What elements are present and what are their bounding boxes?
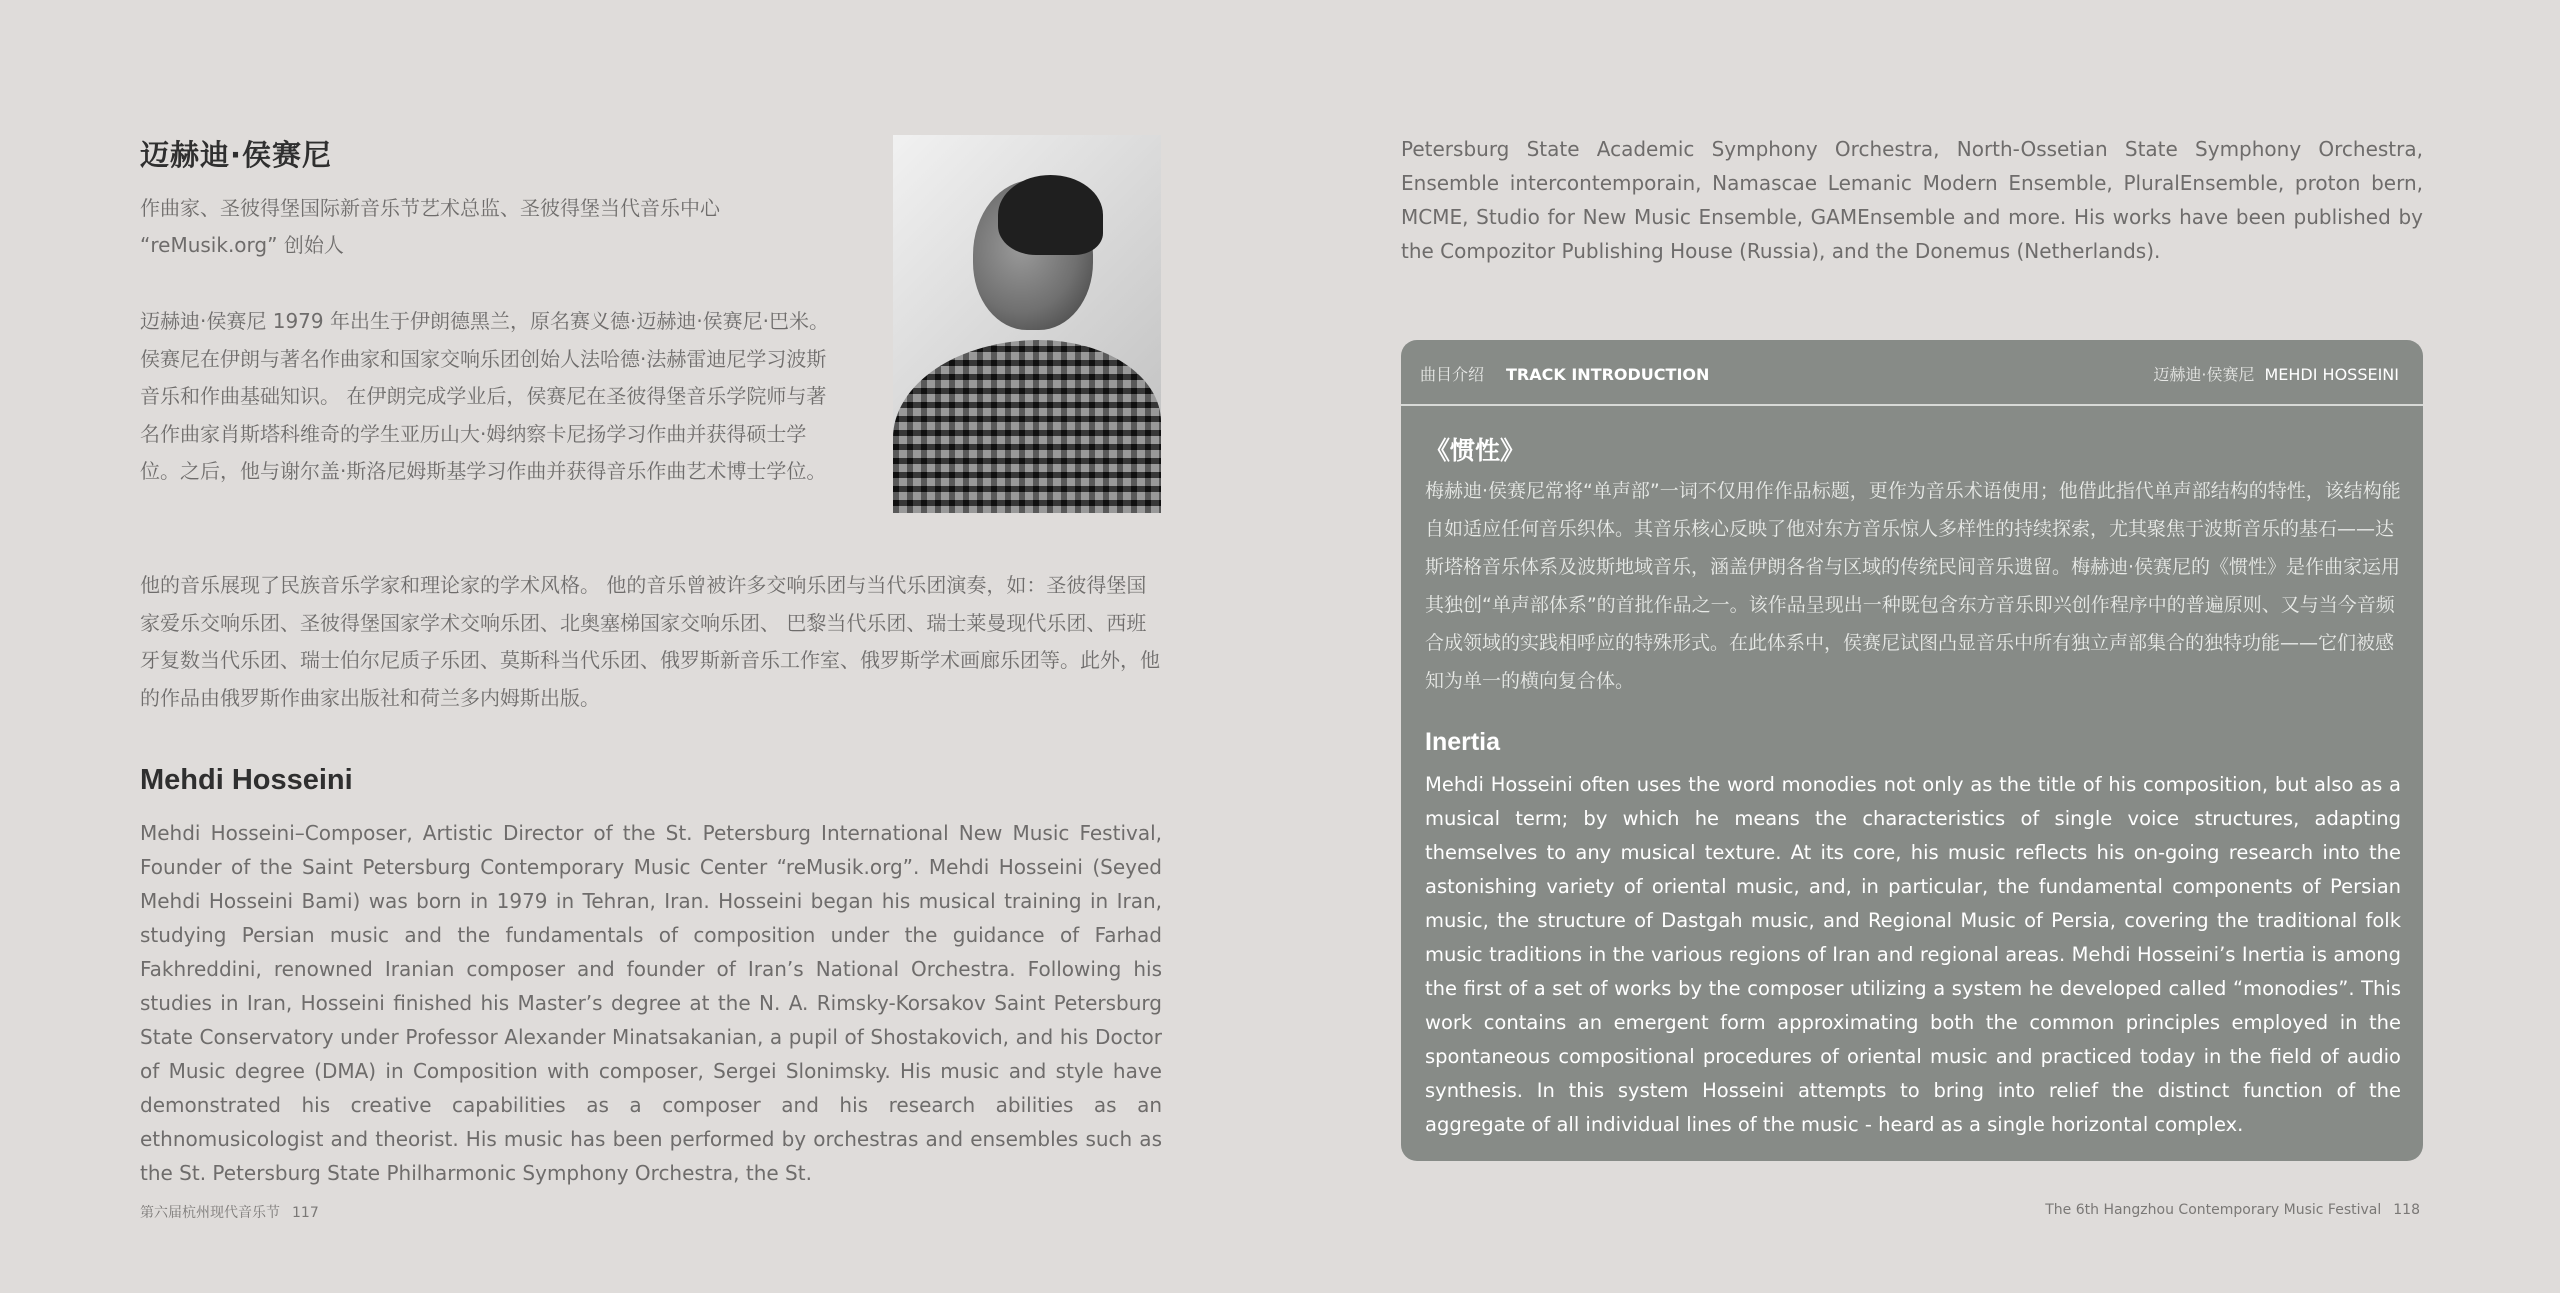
- footer-festival-label: 第六届杭州现代音乐节: [140, 1205, 280, 1221]
- page-footer-right: [2045, 1202, 2420, 1218]
- composer-name-chinese: 迈赫迪·侯赛尼: [140, 138, 333, 172]
- track-header-label-english: TRACK INTRODUCTION: [1506, 365, 1710, 384]
- track-introduction-header: [1401, 340, 2423, 406]
- right-page: [1280, 0, 2560, 1293]
- composer-bio-english-continued: Petersburg State Academic Symphony Orchestra, North-Ossetian State Symphony Orchestra, Ensemble intercontemporain, Namascae Lemanic Modern Ensemble, PluralEnsemble, proton bern, MCME, Studio for New Music Ensemble, GAMEnsemble and more. His works have been published by the Compozitor Publishing House (Russia), and the Donemus (Netherlands).: [1401, 137, 2423, 263]
- composer-bio-chinese-paragraph-2: 他的音乐展现了民族音乐学家和理论家的学术风格。 他的音乐曾被许多交响乐团与当代乐团演奏，如：圣彼得堡国家爱乐交响乐团、圣彼得堡国家学术交响乐团、北奥塞梯国家交响乐团、 巴黎当代乐团、瑞士莱曼现代乐团、西班牙复数当代乐团、瑞士伯尔尼质子乐团、莫斯科当代乐团、俄罗斯新音乐工作室、俄罗斯学术画廊乐团等。此外，他的作品由俄罗斯作曲家出版社和荷兰多内姆斯出版。: [140, 573, 1160, 710]
- work-title-english: Inertia: [1425, 728, 1501, 756]
- page-number: 117: [292, 1205, 319, 1221]
- track-composer-chinese: 迈赫迪·侯赛尼: [2153, 365, 2255, 384]
- composer-portrait-photo: [893, 135, 1161, 513]
- work-description-chinese: 梅赫迪·侯赛尼常将“单声部”一词不仅用作作品标题，更作为音乐术语使用；他借此指代单声部结构的特性，该结构能自如适应任何音乐织体。其音乐核心反映了他对东方音乐惊人多样性的持续探索，尤其聚焦于波斯音乐的基石——达斯塔格音乐体系及波斯地域音乐，涵盖伊朗各省与区域的传统民间音乐遗留。梅赫迪·侯赛尼的《惯性》是作曲家运用其独创“单声部体系”的首批作品之一。该作品呈现出一种既包含东方音乐即兴创作程序中的普遍原则、又与当今音频合成领域的实践相呼应的特殊形式。在此体系中，侯赛尼试图凸显音乐中所有独立声部集合的独特功能——它们被感知为单一的横向复合体。: [1425, 480, 2401, 692]
- page-footer-left: [140, 1202, 319, 1222]
- composer-title-chinese: 作曲家、圣彼得堡国际新音乐节艺术总监、圣彼得堡当代音乐中心 “reMusik.org” 创始人: [140, 196, 720, 257]
- work-title-chinese: 《惯性》: [1425, 436, 1526, 465]
- track-composer-english: MEHDI HOSSEINI: [2264, 365, 2399, 384]
- track-introduction-box: [1401, 340, 2423, 1161]
- footer-festival-label: The 6th Hangzhou Contemporary Music Festival: [2045, 1202, 2382, 1218]
- page-number: 118: [2393, 1202, 2420, 1218]
- composer-bio-english: Mehdi Hosseini–Composer, Artistic Director of the St. Petersburg International New Music Festival, Founder of the Saint Petersburg Contemporary Music Center “reMusik.org”. Mehdi Hosseini (Seyed Mehdi Hosseini Bami) was born in 1979 in Tehran, Iran. Hosseini began his musical training in Iran, studying Persian music and the fundamentals of composition under the guidance of Farhad Fakhreddini, renowned Iranian composer and founder of Iran’s National Orchestra. Following his studies in Iran, Hosseini finished his Master’s degree at the N. A. Rimsky-Korsakov Saint Petersburg State Conservatory under Professor Alexander Minatsakanian, a pupil of Shostakovich, and his Doctor of Music degree (DMA) in Composition with composer, Sergei Slonimsky. His music and style have demonstrated his creative capabilities as a composer and his research abilities as an ethnomusicologist and theorist. His music has been performed by orchestras and ensembles such as the St. Petersburg State Philharmonic Symphony Orchestra, the St.: [140, 821, 1162, 1185]
- work-description-english: Mehdi Hosseini often uses the word monodies not only as the title of his composition, but also as a musical term; by which he means the characteristics of single voice structures, adapting themselves to any musical texture. At its core, his music reflects his on-going research into the astonishing variety of oriental music, and, in particular, the fundamental components of Persian music, the structure of Dastgah music, and Regional Music of Persia, covering the traditional folk music traditions in the various regions of Iran and regional areas. Mehdi Hosseini’s Inertia is among the first of a set of works by the composer utilizing a system he developed called “monodies”. This work contains an emergent form approximating both the common principles employed in the spontaneous compositional procedures of oriental music and practiced today in the field of audio synthesis. In this system Hosseini attempts to bring into relief the distinct function of the aggregate of all individual lines of the music - heard as a single horizontal complex.: [1425, 773, 2401, 1136]
- composer-bio-chinese-paragraph-1: 迈赫迪·侯赛尼 1979 年出生于伊朗德黑兰，原名赛义德·迈赫迪·侯赛尼·巴米。侯赛尼在伊朗与著名作曲家和国家交响乐团创始人法哈德·法赫雷迪尼学习波斯音乐和作曲基础知识。 在伊朗完成学业后，侯赛尼在圣彼得堡音乐学院师与著名作曲家肖斯塔科维奇的学生亚历山大·姆纳察卡尼扬学习作曲并获得硕士学位。之后，他与谢尔盖·斯洛尼姆斯基学习作曲并获得音乐作曲艺术博士学位。: [140, 309, 830, 483]
- track-header-label-chinese: 曲目介绍: [1420, 365, 1485, 384]
- composer-name-english: Mehdi Hosseini: [140, 764, 353, 796]
